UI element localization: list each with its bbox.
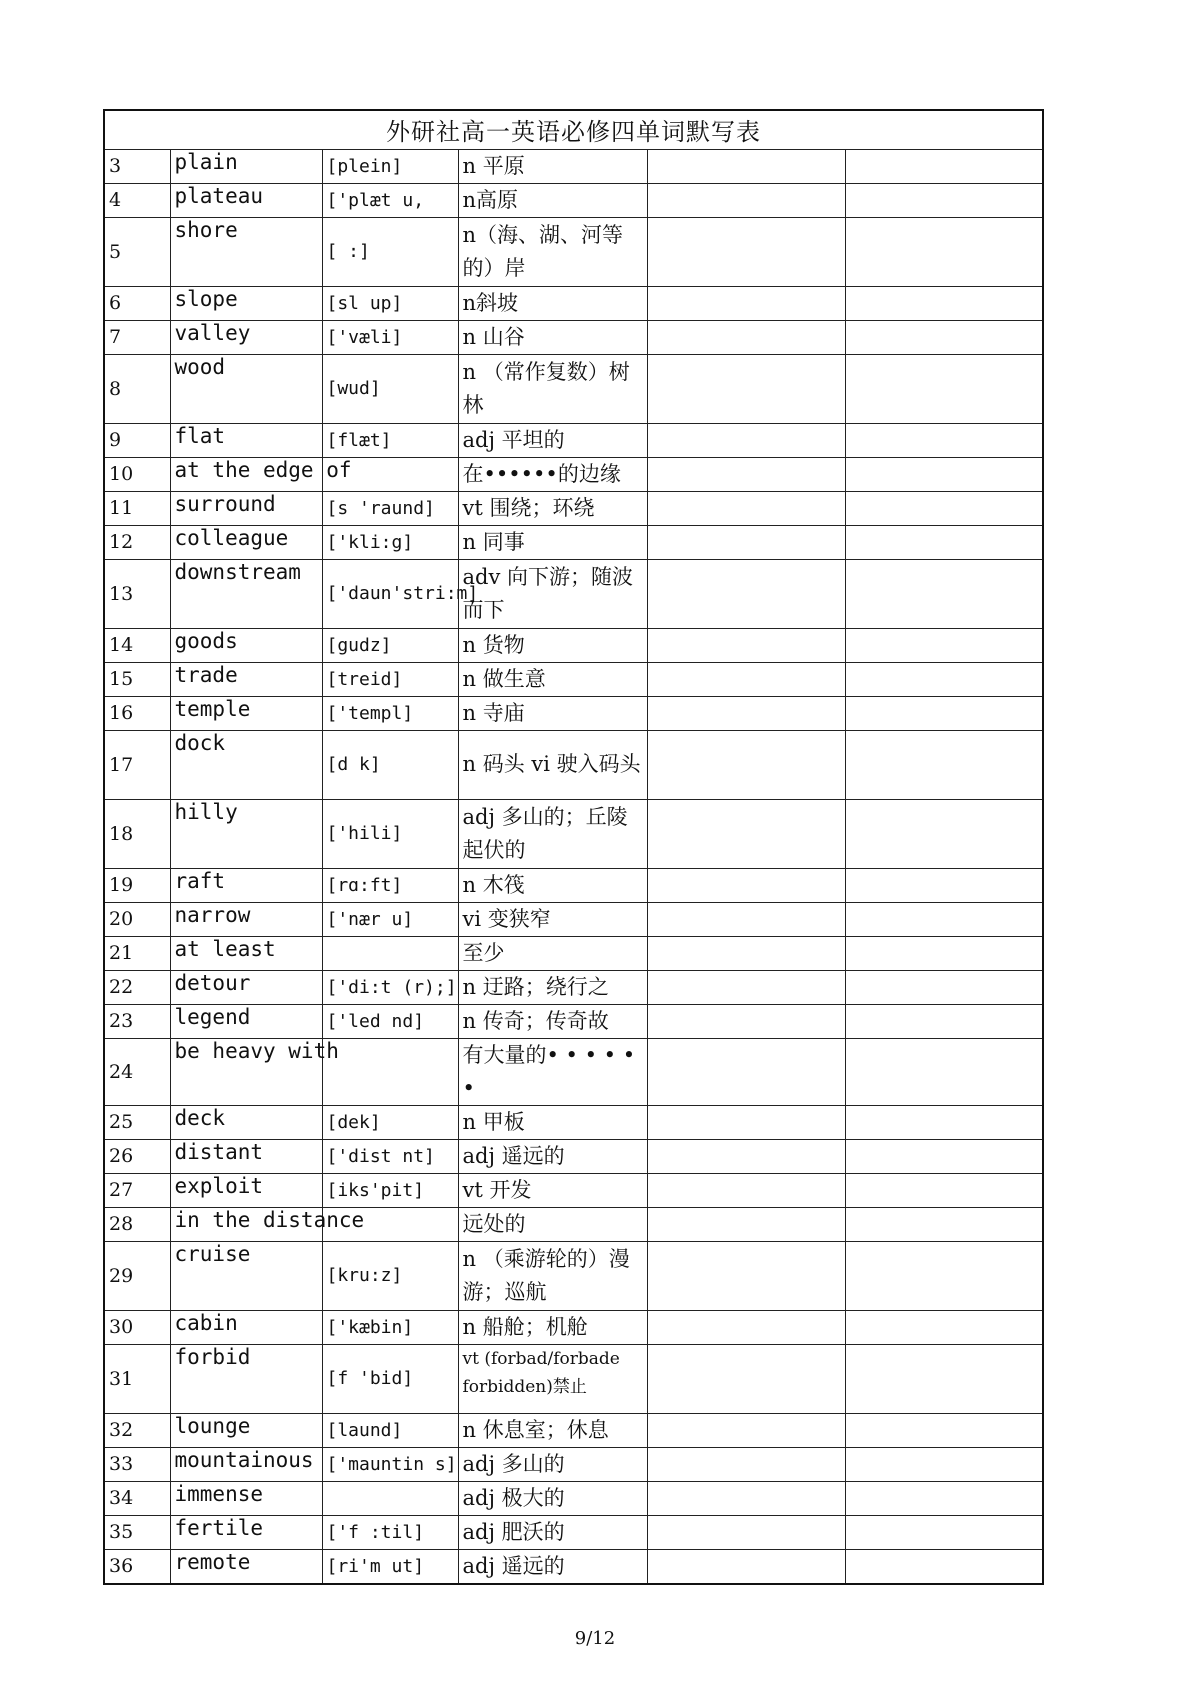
- table-row: [104, 491, 1043, 525]
- answer-blank-cell[interactable]: [845, 286, 1043, 320]
- table-row: [104, 1105, 1043, 1139]
- phonetic-cell: [ :]: [322, 217, 458, 286]
- row-number: 13: [104, 559, 170, 628]
- meaning-cell: adv 向下游；随波而下: [458, 559, 647, 628]
- answer-blank-cell[interactable]: [845, 902, 1043, 936]
- table-row: [104, 320, 1043, 354]
- row-number: 10: [104, 457, 170, 491]
- row-number: 19: [104, 868, 170, 902]
- meaning-cell: adj 多山的: [458, 1447, 647, 1481]
- row-number: 14: [104, 628, 170, 662]
- row-number: 18: [104, 799, 170, 868]
- word-cell: colleague: [170, 525, 322, 559]
- phonetic-cell: [d k]: [322, 730, 458, 799]
- phonetic-cell: [s 'raund]: [322, 491, 458, 525]
- vocabulary-table: [103, 109, 1044, 1585]
- row-number: 12: [104, 525, 170, 559]
- table-row: [104, 730, 1043, 799]
- table-row: [104, 149, 1043, 183]
- row-number: 34: [104, 1481, 170, 1515]
- word-cell: legend: [170, 1004, 322, 1038]
- answer-blank-cell[interactable]: [845, 320, 1043, 354]
- meaning-cell: adj 肥沃的: [458, 1515, 647, 1549]
- answer-blank-cell[interactable]: [647, 868, 845, 902]
- row-number: 26: [104, 1139, 170, 1173]
- word-cell: detour: [170, 970, 322, 1004]
- answer-blank-cell[interactable]: [647, 902, 845, 936]
- table-row: [104, 423, 1043, 457]
- answer-blank-cell[interactable]: [845, 696, 1043, 730]
- phonetic-cell: [rɑ:ft]: [322, 868, 458, 902]
- answer-blank-cell[interactable]: [845, 1004, 1043, 1038]
- phonetic-cell: ['kli:g]: [322, 525, 458, 559]
- row-number: 22: [104, 970, 170, 1004]
- table-row: [104, 1549, 1043, 1584]
- answer-blank-cell[interactable]: [845, 1344, 1043, 1413]
- meaning-cell: n 码头 vi 驶入码头: [458, 730, 647, 799]
- word-cell: shore: [170, 217, 322, 286]
- row-number: 24: [104, 1038, 170, 1105]
- meaning-cell: n 休息室；休息: [458, 1413, 647, 1447]
- answer-blank-cell[interactable]: [647, 286, 845, 320]
- answer-blank-cell[interactable]: [647, 525, 845, 559]
- row-number: 20: [104, 902, 170, 936]
- phonetic-cell: ['di:t (r);]: [322, 970, 458, 1004]
- word-cell: at least: [170, 936, 322, 970]
- table-row: [104, 628, 1043, 662]
- answer-blank-cell[interactable]: [647, 1549, 845, 1584]
- meaning-cell: vi 变狭窄: [458, 902, 647, 936]
- table-row: [104, 1038, 1043, 1105]
- word-cell: narrow: [170, 902, 322, 936]
- row-number: 6: [104, 286, 170, 320]
- row-number: 8: [104, 354, 170, 423]
- answer-blank-cell[interactable]: [647, 799, 845, 868]
- meaning-cell: n 同事: [458, 525, 647, 559]
- table-row: [104, 1207, 1043, 1241]
- row-number: 28: [104, 1207, 170, 1241]
- table-row: [104, 1241, 1043, 1310]
- table-body: [104, 110, 1043, 1584]
- word-cell: hilly: [170, 799, 322, 868]
- phonetic-cell: [treid]: [322, 662, 458, 696]
- phonetic-cell: [322, 1038, 458, 1105]
- table-row: [104, 1310, 1043, 1344]
- table-row: [104, 1447, 1043, 1481]
- phonetic-cell: [flæt]: [322, 423, 458, 457]
- meaning-cell: n 山谷: [458, 320, 647, 354]
- meaning-cell: n （乘游轮的）漫游；巡航: [458, 1241, 647, 1310]
- row-number: 3: [104, 149, 170, 183]
- word-cell: plain: [170, 149, 322, 183]
- phonetic-cell: [f 'bid]: [322, 1344, 458, 1413]
- row-number: 4: [104, 183, 170, 217]
- answer-blank-cell[interactable]: [647, 1515, 845, 1549]
- phonetic-cell: [322, 1481, 458, 1515]
- meaning-cell: adj 遥远的: [458, 1549, 647, 1584]
- meaning-cell: n 寺庙: [458, 696, 647, 730]
- meaning-cell: n 船舱；机舱: [458, 1310, 647, 1344]
- answer-blank-cell[interactable]: [647, 628, 845, 662]
- answer-blank-cell[interactable]: [647, 696, 845, 730]
- word-cell: immense: [170, 1481, 322, 1515]
- phonetic-cell: [dek]: [322, 1105, 458, 1139]
- row-number: 30: [104, 1310, 170, 1344]
- answer-blank-cell[interactable]: [845, 799, 1043, 868]
- table-row: [104, 457, 1043, 491]
- word-cell: at the edge of: [170, 457, 322, 491]
- table-row: [104, 286, 1043, 320]
- answer-blank-cell[interactable]: [647, 1310, 845, 1344]
- meaning-cell: n 甲板: [458, 1105, 647, 1139]
- answer-blank-cell[interactable]: [647, 662, 845, 696]
- meaning-cell: n斜坡: [458, 286, 647, 320]
- table-row: [104, 559, 1043, 628]
- phonetic-cell: [laund]: [322, 1413, 458, 1447]
- answer-blank-cell[interactable]: [845, 970, 1043, 1004]
- answer-blank-cell[interactable]: [845, 149, 1043, 183]
- phonetic-cell: [sl up]: [322, 286, 458, 320]
- row-number: 17: [104, 730, 170, 799]
- answer-blank-cell[interactable]: [647, 354, 845, 423]
- table-row: [104, 1173, 1043, 1207]
- answer-blank-cell[interactable]: [647, 457, 845, 491]
- table-row: [104, 799, 1043, 868]
- table-row: [104, 525, 1043, 559]
- answer-blank-cell[interactable]: [845, 354, 1043, 423]
- title-row: [104, 110, 1043, 149]
- meaning-cell: adj 遥远的: [458, 1139, 647, 1173]
- phonetic-cell: [322, 936, 458, 970]
- answer-blank-cell[interactable]: [647, 1139, 845, 1173]
- answer-blank-cell[interactable]: [845, 730, 1043, 799]
- answer-blank-cell[interactable]: [647, 217, 845, 286]
- word-cell: slope: [170, 286, 322, 320]
- answer-blank-cell[interactable]: [845, 491, 1043, 525]
- answer-blank-cell[interactable]: [647, 1447, 845, 1481]
- answer-blank-cell[interactable]: [647, 730, 845, 799]
- answer-blank-cell[interactable]: [845, 628, 1043, 662]
- word-cell: remote: [170, 1549, 322, 1584]
- word-cell: trade: [170, 662, 322, 696]
- word-cell: cruise: [170, 1241, 322, 1310]
- table-row: [104, 1481, 1043, 1515]
- answer-blank-cell[interactable]: [845, 457, 1043, 491]
- word-cell: raft: [170, 868, 322, 902]
- meaning-cell: n 货物: [458, 628, 647, 662]
- table-row: [104, 183, 1043, 217]
- answer-blank-cell[interactable]: [647, 1004, 845, 1038]
- word-cell: distant: [170, 1139, 322, 1173]
- row-number: 25: [104, 1105, 170, 1139]
- row-number: 27: [104, 1173, 170, 1207]
- answer-blank-cell[interactable]: [647, 1105, 845, 1139]
- answer-blank-cell[interactable]: [845, 936, 1043, 970]
- word-cell: plateau: [170, 183, 322, 217]
- answer-blank-cell[interactable]: [845, 1139, 1043, 1173]
- row-number: 32: [104, 1413, 170, 1447]
- answer-blank-cell[interactable]: [845, 183, 1043, 217]
- table-row: [104, 868, 1043, 902]
- meaning-cell: 有大量的• • • • • •: [458, 1038, 647, 1105]
- row-number: 15: [104, 662, 170, 696]
- meaning-cell: n高原: [458, 183, 647, 217]
- row-number: 23: [104, 1004, 170, 1038]
- answer-blank-cell[interactable]: [845, 1447, 1043, 1481]
- answer-blank-cell[interactable]: [845, 1207, 1043, 1241]
- word-cell: surround: [170, 491, 322, 525]
- phonetic-cell: [kru:z]: [322, 1241, 458, 1310]
- phonetic-cell: ['mauntin s]: [322, 1447, 458, 1481]
- table-row: [104, 1139, 1043, 1173]
- table-row: [104, 970, 1043, 1004]
- row-number: 11: [104, 491, 170, 525]
- table-row: [104, 1413, 1043, 1447]
- answer-blank-cell[interactable]: [845, 1310, 1043, 1344]
- meaning-cell: n（海、湖、河等的）岸: [458, 217, 647, 286]
- table-row: [104, 696, 1043, 730]
- phonetic-cell: [wud]: [322, 354, 458, 423]
- answer-blank-cell[interactable]: [647, 1344, 845, 1413]
- phonetic-cell: ['dist nt]: [322, 1139, 458, 1173]
- phonetic-cell: [ri'm ut]: [322, 1549, 458, 1584]
- word-cell: cabin: [170, 1310, 322, 1344]
- word-cell: forbid: [170, 1344, 322, 1413]
- answer-blank-cell[interactable]: [845, 662, 1043, 696]
- table-title: 外研社高一英语必修四单词默写表: [104, 110, 1043, 149]
- answer-blank-cell[interactable]: [647, 1207, 845, 1241]
- word-cell: goods: [170, 628, 322, 662]
- word-cell: deck: [170, 1105, 322, 1139]
- answer-blank-cell[interactable]: [845, 1105, 1043, 1139]
- table-row: [104, 354, 1043, 423]
- answer-blank-cell[interactable]: [845, 423, 1043, 457]
- row-number: 36: [104, 1549, 170, 1584]
- word-cell: temple: [170, 696, 322, 730]
- meaning-cell: vt (forbad/forbade forbidden)禁止: [458, 1344, 647, 1413]
- answer-blank-cell[interactable]: [647, 491, 845, 525]
- word-cell: wood: [170, 354, 322, 423]
- table-row: [104, 902, 1043, 936]
- table-row: [104, 662, 1043, 696]
- answer-blank-cell[interactable]: [845, 1413, 1043, 1447]
- answer-blank-cell[interactable]: [647, 1038, 845, 1105]
- meaning-cell: n 迂路；绕行之: [458, 970, 647, 1004]
- page-number: 9/12: [574, 1628, 616, 1649]
- answer-blank-cell[interactable]: [647, 320, 845, 354]
- meaning-cell: n 木筏: [458, 868, 647, 902]
- meaning-cell: 至少: [458, 936, 647, 970]
- table-row: [104, 1004, 1043, 1038]
- meaning-cell: adj 平坦的: [458, 423, 647, 457]
- row-number: 21: [104, 936, 170, 970]
- meaning-cell: vt 开发: [458, 1173, 647, 1207]
- answer-blank-cell[interactable]: [845, 559, 1043, 628]
- answer-blank-cell[interactable]: [647, 183, 845, 217]
- phonetic-cell: [plein]: [322, 149, 458, 183]
- row-number: 31: [104, 1344, 170, 1413]
- word-cell: dock: [170, 730, 322, 799]
- word-cell: flat: [170, 423, 322, 457]
- answer-blank-cell[interactable]: [647, 1173, 845, 1207]
- meaning-cell: n 做生意: [458, 662, 647, 696]
- phonetic-cell: ['plæt u,: [322, 183, 458, 217]
- phonetic-cell: ['led nd]: [322, 1004, 458, 1038]
- word-cell: be heavy with: [170, 1038, 322, 1105]
- answer-blank-cell[interactable]: [845, 868, 1043, 902]
- table-row: [104, 217, 1043, 286]
- row-number: 16: [104, 696, 170, 730]
- phonetic-cell: ['væli]: [322, 320, 458, 354]
- answer-blank-cell[interactable]: [845, 525, 1043, 559]
- meaning-cell: vt 围绕；环绕: [458, 491, 647, 525]
- table-row: [104, 1515, 1043, 1549]
- phonetic-cell: ['templ]: [322, 696, 458, 730]
- meaning-cell: n 传奇；传奇故: [458, 1004, 647, 1038]
- word-cell: exploit: [170, 1173, 322, 1207]
- answer-blank-cell[interactable]: [845, 1549, 1043, 1584]
- phonetic-cell: ['hili]: [322, 799, 458, 868]
- answer-blank-cell[interactable]: [845, 1241, 1043, 1310]
- answer-blank-cell[interactable]: [647, 1481, 845, 1515]
- row-number: 5: [104, 217, 170, 286]
- answer-blank-cell[interactable]: [845, 1038, 1043, 1105]
- phonetic-cell: ['daun'stri:m]: [322, 559, 458, 628]
- row-number: 33: [104, 1447, 170, 1481]
- meaning-cell: n 平原: [458, 149, 647, 183]
- answer-blank-cell[interactable]: [647, 559, 845, 628]
- answer-blank-cell[interactable]: [845, 1173, 1043, 1207]
- answer-blank-cell[interactable]: [845, 1481, 1043, 1515]
- meaning-cell: 在••••••的边缘: [458, 457, 647, 491]
- row-number: 9: [104, 423, 170, 457]
- word-cell: mountainous: [170, 1447, 322, 1481]
- answer-blank-cell[interactable]: [647, 970, 845, 1004]
- word-cell: downstream: [170, 559, 322, 628]
- word-cell: in the distance: [170, 1207, 322, 1241]
- answer-blank-cell[interactable]: [647, 149, 845, 183]
- row-number: 35: [104, 1515, 170, 1549]
- answer-blank-cell[interactable]: [845, 217, 1043, 286]
- word-cell: fertile: [170, 1515, 322, 1549]
- meaning-cell: n （常作复数）树林: [458, 354, 647, 423]
- answer-blank-cell[interactable]: [647, 423, 845, 457]
- phonetic-cell: [iks'pit]: [322, 1173, 458, 1207]
- meaning-cell: adj 极大的: [458, 1481, 647, 1515]
- word-cell: lounge: [170, 1413, 322, 1447]
- row-number: 7: [104, 320, 170, 354]
- answer-blank-cell[interactable]: [845, 1515, 1043, 1549]
- row-number: 29: [104, 1241, 170, 1310]
- phonetic-cell: ['kæbin]: [322, 1310, 458, 1344]
- table-row: [104, 936, 1043, 970]
- phonetic-cell: ['nær u]: [322, 902, 458, 936]
- answer-blank-cell[interactable]: [647, 1241, 845, 1310]
- word-cell: valley: [170, 320, 322, 354]
- phonetic-cell: ['f :til]: [322, 1515, 458, 1549]
- table-row: [104, 1344, 1043, 1413]
- phonetic-cell: [gudz]: [322, 628, 458, 662]
- answer-blank-cell[interactable]: [647, 1413, 845, 1447]
- answer-blank-cell[interactable]: [647, 936, 845, 970]
- meaning-cell: 远处的: [458, 1207, 647, 1241]
- meaning-cell: adj 多山的；丘陵起伏的: [458, 799, 647, 868]
